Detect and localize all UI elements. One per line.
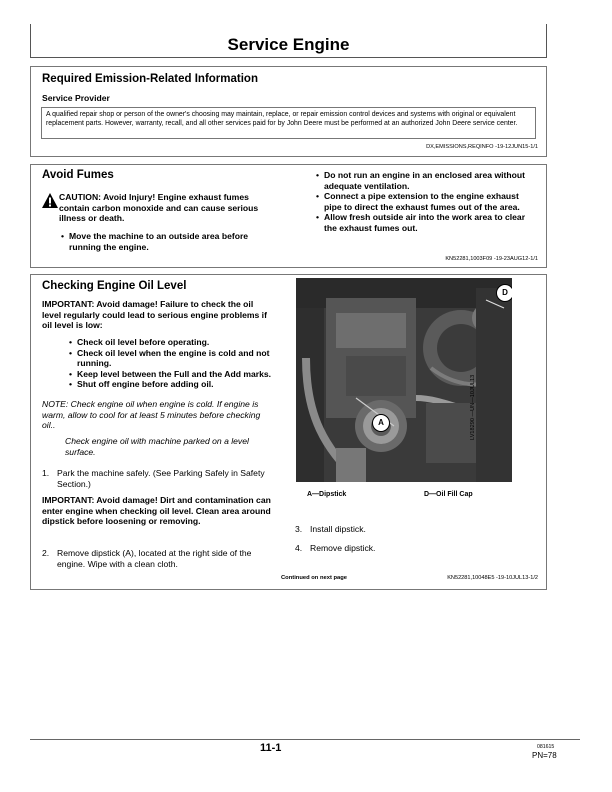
footer-pn: PN=78 [532,751,557,760]
engine-photo [296,278,512,482]
page-number: 11-1 [260,742,282,754]
callout-d: D [496,284,512,302]
page-title: Service Engine [227,35,350,54]
oil-step-3: Install dipstick. [310,524,366,534]
oil-step-3-num: 3. [295,524,303,534]
callout-a: A [372,414,390,432]
oil-check-bullet: • Check oil level before operating. [69,337,285,348]
fumes-right-bullet: • Do not run an engine in an enclosed area without adequate ventilation. [316,170,538,191]
fumes-right-bullet: • Connect a pipe extension to the engine exhaust pipe to direct the exhaust fumes out of the area. [316,191,538,212]
continued-note: Continued on next page [281,575,348,581]
oil-important-2: IMPORTANT: Avoid damage! Dirt and contamination can enter engine when checking oil level. Clean area around dipstick before loosening or removing. [42,495,271,526]
emission-subtitle: Service Provider [42,93,110,103]
oil-title: Checking Engine Oil Level [42,280,187,292]
emission-text-box [41,107,536,139]
oil-step-1: Park the machine safely. (See Parking Safely in Safety Section.) [57,468,265,489]
emission-text: A qualified repair shop or person of the owner's choosing may maintain, replace, or repair emission control devices and systems with original or equivalent replacement parts. However, warranty, recall, and all other services paid for by John Deere must be performed at an authorized John Deere service center. [46,111,518,128]
emission-title: Required Emission-Related Information [42,73,258,85]
emission-ref: DX,EMISSIONS,REQINFO -19-12JUN15-1/1 [426,144,538,150]
oil-ref: KN52281,10048E5 -19-10JUL13-1/2 [447,575,538,581]
oil-step-2: Remove dipstick (A), located at the right side of the engine. Wipe with a clean cloth. [57,548,252,569]
oil-check-bullet: • Keep level between the Full and the Add marks. [69,369,285,380]
oil-note-1: NOTE: Check engine oil when engine is cold. If engine is warm, allow to cool for at least 5 minutes before checking oil.. [42,399,261,430]
oil-note-2: Check engine oil with machine parked on a level surface. [65,436,249,457]
oil-step-4-num: 4. [295,543,303,553]
fumes-right-bullets [316,170,538,233]
fumes-title: Avoid Fumes [42,169,114,181]
footer-rule [30,739,580,740]
warning-triangle-icon [42,193,58,208]
fumes-right-bullet: • Allow fresh outside air into the work area to clear the exhaust fumes out. [316,212,538,233]
oil-important-1: IMPORTANT: Avoid damage! Failure to check the oil level regularly could lead to serious engine problems if oil level is low: [42,299,267,330]
oil-step-4: Remove dipstick. [310,543,376,553]
oil-step-1-num: 1. [42,468,50,478]
oil-check-bullet: • Shut off engine before adding oil. [69,379,285,390]
oil-legend-d: D—Oil Fill Cap [424,491,473,498]
engine-illustration [296,278,512,482]
page-header [30,24,547,58]
photo-id: LV18290 —UN—10JUL13 [470,374,476,440]
footer-date: 081615 [537,744,555,750]
fumes-section [30,164,547,268]
fumes-caution: CAUTION: Avoid Injury! Engine exhaust fumes contain carbon monoxide and can cause serious illness or death. [59,192,259,223]
fumes-left-bullets [61,231,251,252]
oil-check-bullet: • Check oil level when the engine is cold and not running. [69,348,285,369]
oil-step-2-num: 2. [42,548,50,558]
oil-legend-a: A—Dipstick [307,491,347,498]
fumes-ref: KN52281,1003F09 -19-23AUG12-1/1 [445,256,538,262]
oil-check-bullets [69,337,285,390]
fumes-left-bullet: • Move the machine to an outside area before running the engine. [61,231,251,252]
emission-section [30,66,547,157]
